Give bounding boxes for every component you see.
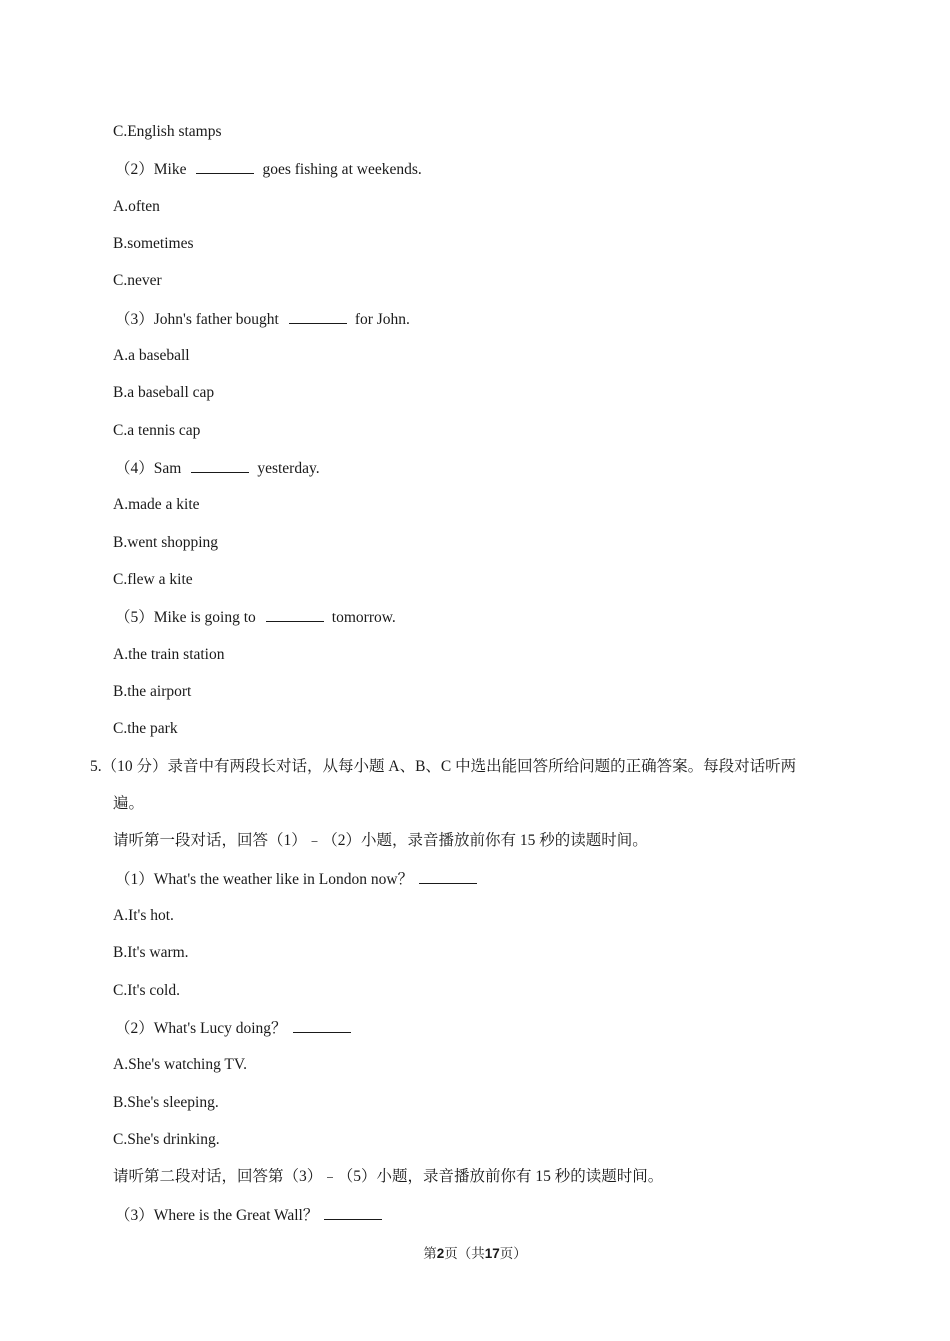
option-b: B.went shopping (113, 534, 219, 551)
question-text: （2）What's Lucy doing？ (115, 1020, 287, 1037)
footer-suffix: 页） (499, 1246, 527, 1261)
answer-blank (419, 869, 477, 884)
option-c: C.She's drinking. (113, 1131, 220, 1148)
section-5-instructions-cont: 遍。 (113, 795, 145, 812)
answer-blank (196, 159, 254, 174)
option-b: B.the airport (113, 683, 192, 700)
answer-blank (293, 1018, 351, 1033)
question-5-mike (115, 607, 396, 628)
question-3-john (115, 309, 410, 330)
option-b: B.sometimes (113, 235, 194, 252)
answer-blank (266, 607, 324, 622)
answer-blank (191, 458, 249, 473)
question-2-mike (115, 159, 422, 180)
footer-total-pages: 17 (484, 1246, 500, 1261)
option-c: C.a tennis cap (113, 422, 201, 439)
question-text-end: goes fishing at weekends. (262, 161, 422, 178)
answer-blank (324, 1205, 382, 1220)
page-footer (0, 1245, 950, 1263)
question-text: （1）What's the weather like in London now？ (115, 871, 414, 888)
option-a: A.made a kite (113, 496, 200, 513)
footer-prefix: 第 (423, 1246, 437, 1261)
footer-page-number: 2 (436, 1246, 445, 1261)
option-c: C.It's cold. (113, 982, 180, 999)
option-a: A.She's watching TV. (113, 1056, 247, 1073)
question-1-weather (115, 869, 485, 890)
question-text-end: tomorrow. (331, 609, 396, 626)
option-b: B.a baseball cap (113, 384, 215, 401)
option-c: C.flew a kite (113, 571, 193, 588)
option-a: A.often (113, 198, 160, 215)
option-c: C.the park (113, 720, 178, 737)
section-5-instructions: 5.（10 分）录音中有两段长对话，从每小题 A、B、C 中选出能回答所给问题的正确答案。每段对话听两 (90, 758, 797, 775)
option-a: A.a baseball (113, 347, 190, 364)
question-2-lucy (115, 1018, 359, 1039)
question-text: （5）Mike is going to (115, 609, 256, 626)
option-b: B.It's warm. (113, 944, 189, 961)
option-c: C.never (113, 272, 162, 289)
question-4-sam (115, 458, 320, 479)
question-3-great-wall (115, 1205, 390, 1226)
answer-blank (289, 309, 347, 324)
question-text: （3）Where is the Great Wall？ (115, 1207, 319, 1224)
question-text-end: yesterday. (257, 460, 320, 477)
question-text-end: for John. (354, 311, 410, 328)
question-text: （4）Sam (115, 460, 182, 477)
dialogue-1-instructions: 请听第一段对话，回答（1）﹣（2）小题，录音播放前你有 15 秒的读题时间。 (113, 832, 648, 849)
option-a: A.It's hot. (113, 907, 174, 924)
option-a: A.the train station (113, 646, 225, 663)
dialogue-2-instructions: 请听第二段对话，回答第（3）﹣（5）小题，录音播放前你有 15 秒的读题时间。 (113, 1168, 664, 1185)
footer-middle: 页（共 (444, 1246, 485, 1261)
question-text: （3）John's father bought (115, 311, 279, 328)
question-text: （2）Mike (115, 161, 187, 178)
option-c-english-stamps: C.English stamps (113, 123, 222, 140)
option-b: B.She's sleeping. (113, 1094, 219, 1111)
